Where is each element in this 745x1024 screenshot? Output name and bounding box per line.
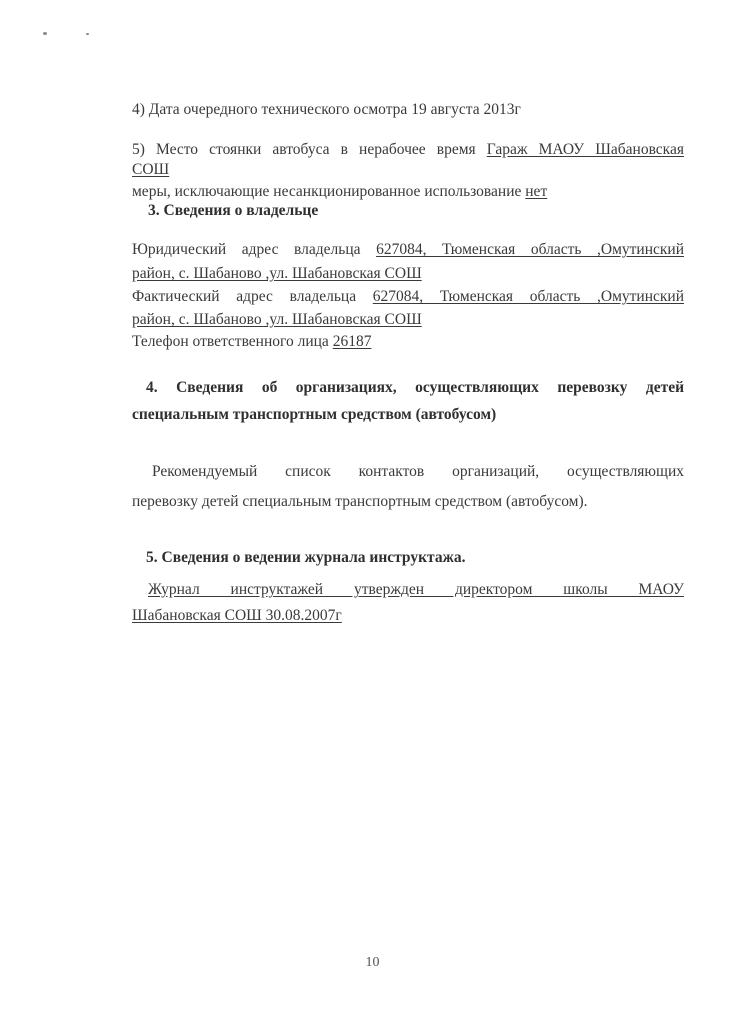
technical-inspection-text: 4) Дата очередного технического осмотра 19 августа 2013г xyxy=(132,101,521,118)
section-5-text-line-2 xyxy=(132,606,684,626)
section-3-heading-text: 3. Сведения о владельце xyxy=(148,202,319,219)
section-5-heading xyxy=(146,548,698,568)
legal-address-line xyxy=(132,240,684,260)
section-4-heading-text: 4. Сведения об организациях, осуществляющих перевозку детей xyxy=(146,379,684,396)
section-4-heading-text-cont: специальным транспортным средством (автобусом) xyxy=(132,406,497,423)
section-4-text-line-2 xyxy=(132,492,684,512)
section-5-text xyxy=(148,580,684,600)
actual-address-line-2 xyxy=(132,310,684,330)
page-number: 10 xyxy=(365,955,380,970)
actual-address-label: Фактический адрес владельца xyxy=(132,288,373,305)
phone-line xyxy=(132,332,684,352)
legal-address-label: Юридический адрес владельца xyxy=(132,241,377,258)
section-4-heading-line-2 xyxy=(132,405,684,425)
unauthorized-use-value: нет xyxy=(525,183,548,200)
scan-speck xyxy=(43,32,47,35)
unauthorized-use-line xyxy=(132,182,684,202)
parking-place-value-cont: СОШ xyxy=(132,161,170,178)
actual-address-value-cont: район, с. Шабаново ,ул. Шабановская СОШ xyxy=(132,311,422,328)
section-4-text-line-2-content: перевозку детей специальным транспортным средством (автобусом). xyxy=(132,493,588,510)
actual-address-line xyxy=(132,287,684,307)
parking-place-value: Гараж МАОУ Шабановская xyxy=(486,141,684,158)
phone-value: 26187 xyxy=(332,333,372,350)
legal-address-value: 627084, Тюменская область ,Омутинский xyxy=(376,241,684,258)
legal-address-value-cont: район, с. Шабаново ,ул. Шабановская СОШ xyxy=(132,265,422,282)
parking-place-line-2 xyxy=(132,160,684,180)
section-5-heading-text: 5. Сведения о ведении журнала инструктажа. xyxy=(146,549,466,566)
unauthorized-use-label: меры, исключающие несанкционированное использование xyxy=(132,183,526,200)
section-4-heading xyxy=(146,378,684,398)
technical-inspection-line xyxy=(132,100,684,120)
actual-address-value: 627084, Тюменская область ,Омутинский xyxy=(372,288,684,305)
parking-place-line xyxy=(132,140,684,160)
section-5-text-line-1: Журнал инструктажей утвержден директором школы МАОУ xyxy=(148,581,684,598)
section-4-text xyxy=(152,462,684,482)
section-5-text-line-2-content: Шабановская СОШ 30.08.2007г xyxy=(132,607,342,624)
parking-place-label: 5) Место стоянки автобуса в нерабочее время xyxy=(132,141,487,158)
scan-speck xyxy=(86,33,89,35)
section-4-text-line-1: Рекомендуемый список контактов организаций, осуществляющих xyxy=(152,463,684,480)
section-3-heading xyxy=(148,201,700,221)
phone-label: Телефон ответственного лица xyxy=(132,333,333,350)
legal-address-line-2 xyxy=(132,264,684,284)
